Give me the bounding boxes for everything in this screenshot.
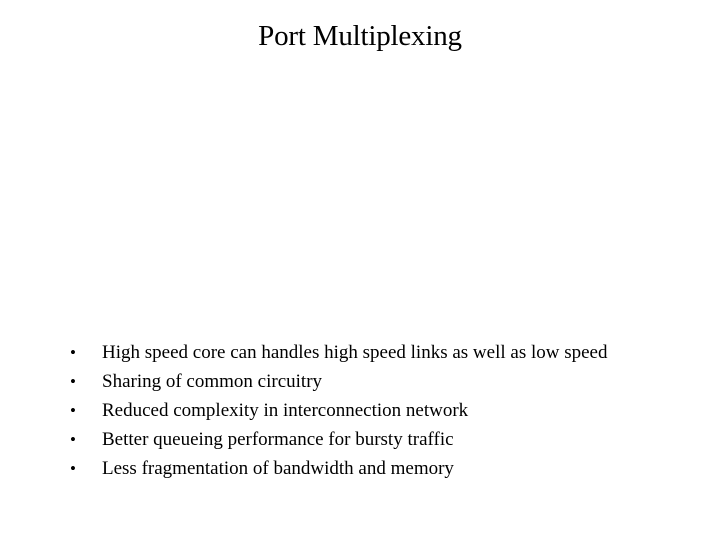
bullet-text: Reduced complexity in interconnection network: [102, 400, 469, 421]
bullet-text: Less fragmentation of bandwidth and memory: [102, 458, 454, 479]
bullet-text: Sharing of common circuitry: [102, 371, 323, 392]
slide-title: Port Multiplexing: [258, 20, 462, 52]
bullet-icon: •: [70, 430, 76, 449]
bullet-item: [70, 396, 607, 425]
bullet-icon: •: [70, 459, 76, 478]
bullet-icon: •: [70, 372, 76, 391]
bullet-icon: •: [70, 401, 76, 420]
bullet-list: [70, 338, 607, 483]
bullet-item: [70, 454, 607, 483]
bullet-item: [70, 425, 607, 454]
bullet-item: [70, 338, 607, 367]
bullet-icon: •: [70, 343, 76, 362]
bullet-text: High speed core can handles high speed links as well as low speed: [102, 342, 608, 363]
bullet-item: [70, 367, 607, 396]
bullet-text: Better queueing performance for bursty traffic: [102, 429, 454, 450]
